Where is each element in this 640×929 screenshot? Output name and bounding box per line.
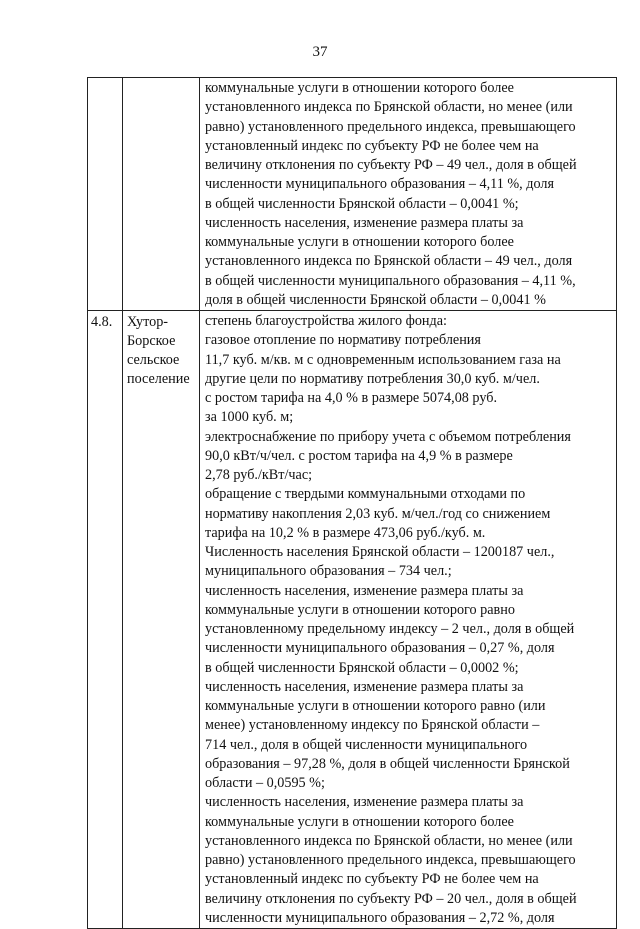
text-line: коммунальные услуги в отношении которого более	[205, 813, 514, 830]
text-line: равно) установленного предельного индекса, превышающего	[205, 852, 576, 868]
text-line: менее) установленному индексу по Брянской области –	[205, 717, 540, 734]
text-line: образования – 97,28 %, доля в общей численности Брянской	[205, 755, 570, 772]
text-line: области – 0,0595 %;	[205, 775, 325, 791]
text-line: коммунальные услуги в отношении которого более	[205, 80, 514, 96]
text-line: доля в общей численности Брянской области – 0,0041 %	[205, 291, 546, 308]
text-line: в общей численности Брянской области – 0,0041 %;	[205, 195, 519, 212]
description-cell	[200, 311, 617, 929]
text-line: численности муниципального образования – 4,11 %, доля	[205, 176, 554, 193]
text-line: установленный индекс по субъекту РФ не более чем на	[205, 871, 539, 888]
text-line: установленному предельному индексу – 2 чел., доля в общей	[205, 621, 575, 637]
text-line: коммунальные услуги в отношении которого равно (или	[205, 698, 546, 714]
municipality-name-cell	[123, 78, 200, 311]
text-line: численность населения, изменение размера платы за	[205, 582, 524, 599]
text-line: муниципального образования – 734 чел.;	[205, 563, 452, 580]
text-line: в общей численности муниципального образования – 4,11 %,	[205, 272, 576, 289]
text-line: степень благоустройства жилого фонда:	[205, 313, 447, 329]
text-line: с ростом тарифа на 4,0 % в размере 5074,08 руб.	[205, 390, 498, 406]
text-line: установленного индекса по Брянской области, но менее (или	[205, 99, 573, 116]
text-line: коммунальные услуги в отношении которого равно	[205, 601, 515, 618]
text-line: 2,78 руб./кВт/час;	[205, 467, 313, 483]
table-row	[88, 311, 617, 929]
text-line: тарифа на 10,2 % в размере 473,06 руб./куб. м.	[205, 524, 486, 541]
text-line: численности муниципального образования – 0,27 %, доля	[205, 640, 555, 657]
text-line: 90,0 кВт/ч/чел. с ростом тарифа на 4,9 % в размере	[205, 447, 513, 464]
text-line: 714 чел., доля в общей численности муниципального	[205, 736, 528, 753]
page-number: 37	[312, 44, 328, 60]
text-line: коммунальные услуги в отношении которого более	[205, 234, 514, 250]
table-row	[88, 78, 617, 311]
text-line: газовое отопление по нормативу потребления	[205, 332, 481, 349]
municipality-name-cell	[123, 311, 200, 929]
municipality-name-line: поселение	[127, 371, 190, 387]
text-line: установленного индекса по Брянской области, но менее (или	[205, 832, 573, 849]
text-line: установленного индекса по Брянской области – 49 чел., доля	[205, 253, 573, 270]
municipality-name-line: Борское	[127, 333, 176, 349]
municipality-name-line: Хутор-	[127, 314, 169, 330]
row-number-cell	[88, 78, 123, 311]
text-line: электроснабжение по прибору учета с объемом потребления	[205, 428, 571, 445]
text-line: численность населения, изменение размера платы за	[205, 678, 524, 695]
text-line: в общей численности Брянской области – 0,0002 %;	[205, 659, 519, 676]
text-line: величину отклонения по субъекту РФ – 20 чел., доля в общей	[205, 890, 577, 907]
text-line: численность населения, изменение размера платы за	[205, 794, 524, 811]
municipality-name-line: сельское	[127, 352, 180, 368]
row-number-cell: 4.8.	[88, 311, 123, 929]
text-line: установленный индекс по субъекту РФ не более чем на	[205, 137, 539, 154]
text-line: обращение с твердыми коммунальными отходами по	[205, 486, 526, 503]
text-line: другие цели по нормативу потребления 30,0 куб. м/чел.	[205, 370, 540, 387]
text-line: за 1000 куб. м;	[205, 409, 294, 426]
description-cell	[200, 78, 617, 311]
text-line: равно) установленного предельного индекса, превышающего	[205, 118, 576, 135]
text-line: величину отклонения по субъекту РФ – 49 чел., доля в общей	[205, 157, 577, 173]
municipality-table	[87, 77, 617, 929]
text-line: численность населения, изменение размера платы за	[205, 214, 524, 231]
text-line: 11,7 куб. м/кв. м с одновременным использованием газа на	[205, 351, 561, 368]
text-line: численности муниципального образования – 2,72 %, доля	[205, 909, 555, 926]
text-line: нормативу накопления 2,03 куб. м/чел./год со снижением	[205, 505, 551, 522]
text-line: Численность населения Брянской области – 1200187 чел.,	[205, 544, 555, 560]
